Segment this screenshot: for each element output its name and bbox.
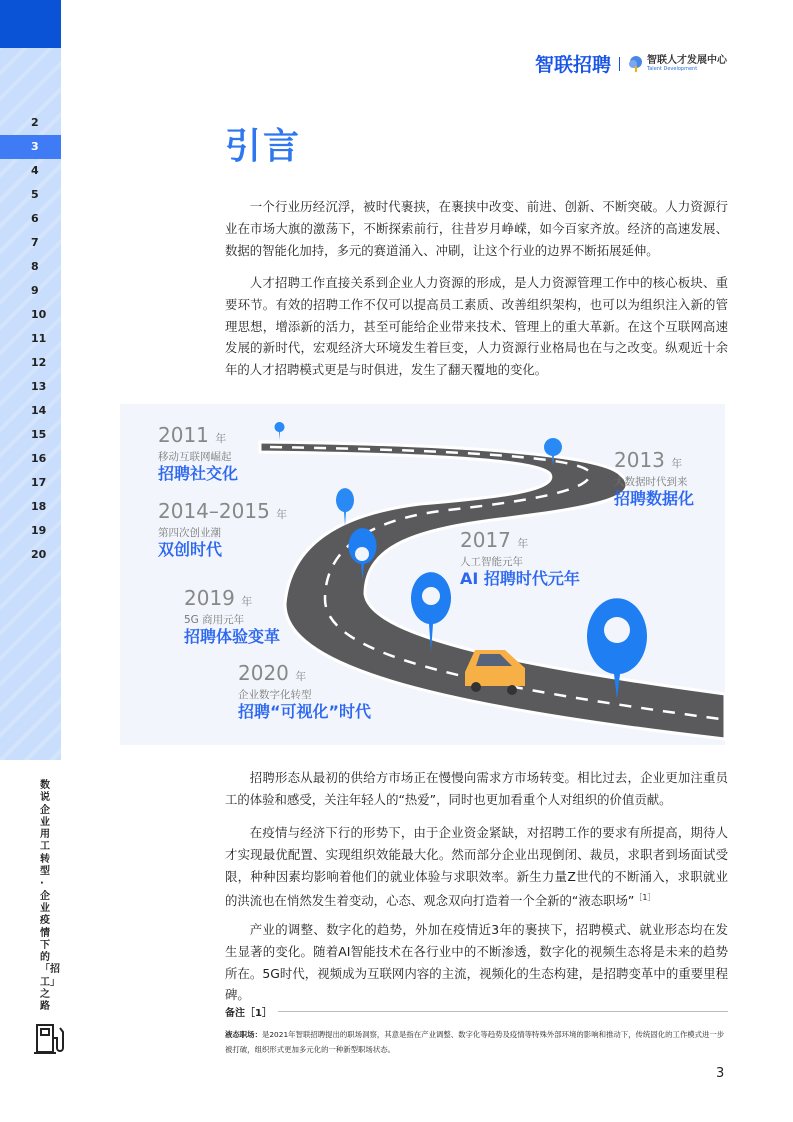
page-nav [0,111,61,567]
nav-page-12[interactable]: 12 [31,356,47,369]
nav-page-5[interactable]: 5 [31,188,39,201]
nav-page-6[interactable]: 6 [31,212,39,225]
nav-page-15[interactable]: 15 [31,428,47,441]
timeline-item-2013: 2013 年 大数据时代到来 招聘数据化 [614,448,695,508]
timeline-item-2017: 2017 年 人工智能元年 AI 招聘时代元年 [460,528,580,588]
sidebar-header-block [0,0,61,48]
page-title: 引言 [225,126,302,167]
brand-logo [535,50,727,77]
divider [278,1011,728,1012]
note-heading [225,1004,728,1019]
footnote-text: 是2021年智联招聘提出的职场洞察，其意是指在产业调整、数字化等趋势及疫情等特殊外部环境的影响和推动下，传统固化的工作模式进一步被打破，组织形式更加多元化的一种新型职场状态。 [225,1030,725,1054]
nav-page-20[interactable]: 20 [31,548,47,561]
zhilian-logo-text: 智联招聘 [535,54,612,76]
timeline-figure [120,404,725,745]
sub-brand-en: Talent Development [647,66,698,72]
note-heading-text: 备注［1］ [225,1008,272,1019]
divider [619,57,620,71]
nav-page-14[interactable]: 14 [31,404,47,417]
nav-page-7[interactable]: 7 [31,236,39,249]
body-paragraph-2 [225,822,728,912]
footnote-ref[interactable]: ［1］ [634,893,656,903]
tree-logo-icon [628,55,644,73]
nav-page-2[interactable]: 2 [31,116,39,129]
nav-page-11[interactable]: 11 [31,332,47,345]
timeline-item-2014-2015: 2014–2015 年 第四次创业潮 双创时代 [158,499,288,559]
nav-page-10[interactable]: 10 [31,308,47,321]
page-number: 3 [716,1066,725,1081]
location-pin-icon [275,422,285,440]
body-paragraph-3: 产业的调整、数字化的趋势，外加在疫情近3年的裹挟下，招聘模式、就业形态均在发生显著的变化。随着AI智能技术在各行业中的不断渗透，数字化的视频生态将是未来的趋势所在。5G时代，视频成为互联网内容的主流，视频化的生态构建，是招聘变革中的重要里程碑。 [225,922,728,1003]
footnote-term: 液态职场： [225,1030,262,1039]
body-paragraph-2-text: 在疫情与经济下行的形势下，由于企业资金紧缺，对招聘工作的要求有所提高，期待人才实现最优配置、实现组织效能最大化。然而部分企业出现倒闭、裁员，求职者到场面试受限，种种因素均影响着他们的就业体验与求职效率。新生力量Z世代的不断涌入，求职就业的洪流也在悄然发生着变动，心态、观念双向打造着一个全新的“液态职场” [225,825,728,909]
nav-page-3[interactable]: 3 [0,135,61,159]
nav-page-13[interactable]: 13 [31,380,47,393]
nav-page-18[interactable]: 18 [31,500,47,513]
nav-page-17[interactable]: 17 [31,476,47,489]
nav-page-19[interactable]: 19 [31,524,47,537]
nav-page-9[interactable]: 9 [31,284,39,297]
intro-paragraph-1: 一个行业历经沉浮，被时代裹挟，在裹挟中改变、前进、创新、不断突破。人力资源行业在市场大旗的激荡下，不断探索前行，往昔岁月峥嵘，如今百家齐放。经济的高速发展、数据的智能化加持，多元的赛道涌入、冲刷，让这个行业的边界不断拓展延伸。 [225,199,728,258]
timeline-item-2019: 2019 年 5G 商用元年 招聘体验变革 [184,586,281,646]
nav-page-16[interactable]: 16 [31,452,47,465]
nav-page-8[interactable]: 8 [31,260,39,273]
fuel-pump-icon [34,1022,70,1056]
intro-paragraph-2: 人才招聘工作直接关系到企业人力资源的形成，是人力资源管理工作中的核心板块、重要环节。有效的招聘工作不仅可以提高员工素质、改善组织架构，也可以为组织注入新的管理思想，增添新的活力，甚至可能给企业带来技术、管理上的重大革新。在这个互联网高速发展的新时代，宏观经济大环境发生着巨变，人力资源行业格局也在与之改变。纵观近十余年的人才招聘模式更是与时俱进，发生了翻天覆地的变化。 [225,275,728,378]
footnote [225,1027,728,1057]
sub-brand: 智联人才发展中心 [647,55,728,66]
body-paragraph-1: 招聘形态从最初的供给方市场正在慢慢向需求方市场转变。相比过去，企业更加注重员工的体验和感受，关注年轻人的“热爱”，同时也更加看重个人对组织的价值贡献。 [225,770,728,807]
timeline-item-2011: 2011 年 移动互联网崛起 招聘社交化 [158,423,239,483]
timeline-item-2020: 2020 年 企业数字化转型 招聘“可视化”时代 [238,661,372,721]
nav-page-4[interactable]: 4 [31,164,39,177]
vertical-report-title: 数说企业用工转型·企业疫情下的「招工」之路 [40,780,60,1013]
